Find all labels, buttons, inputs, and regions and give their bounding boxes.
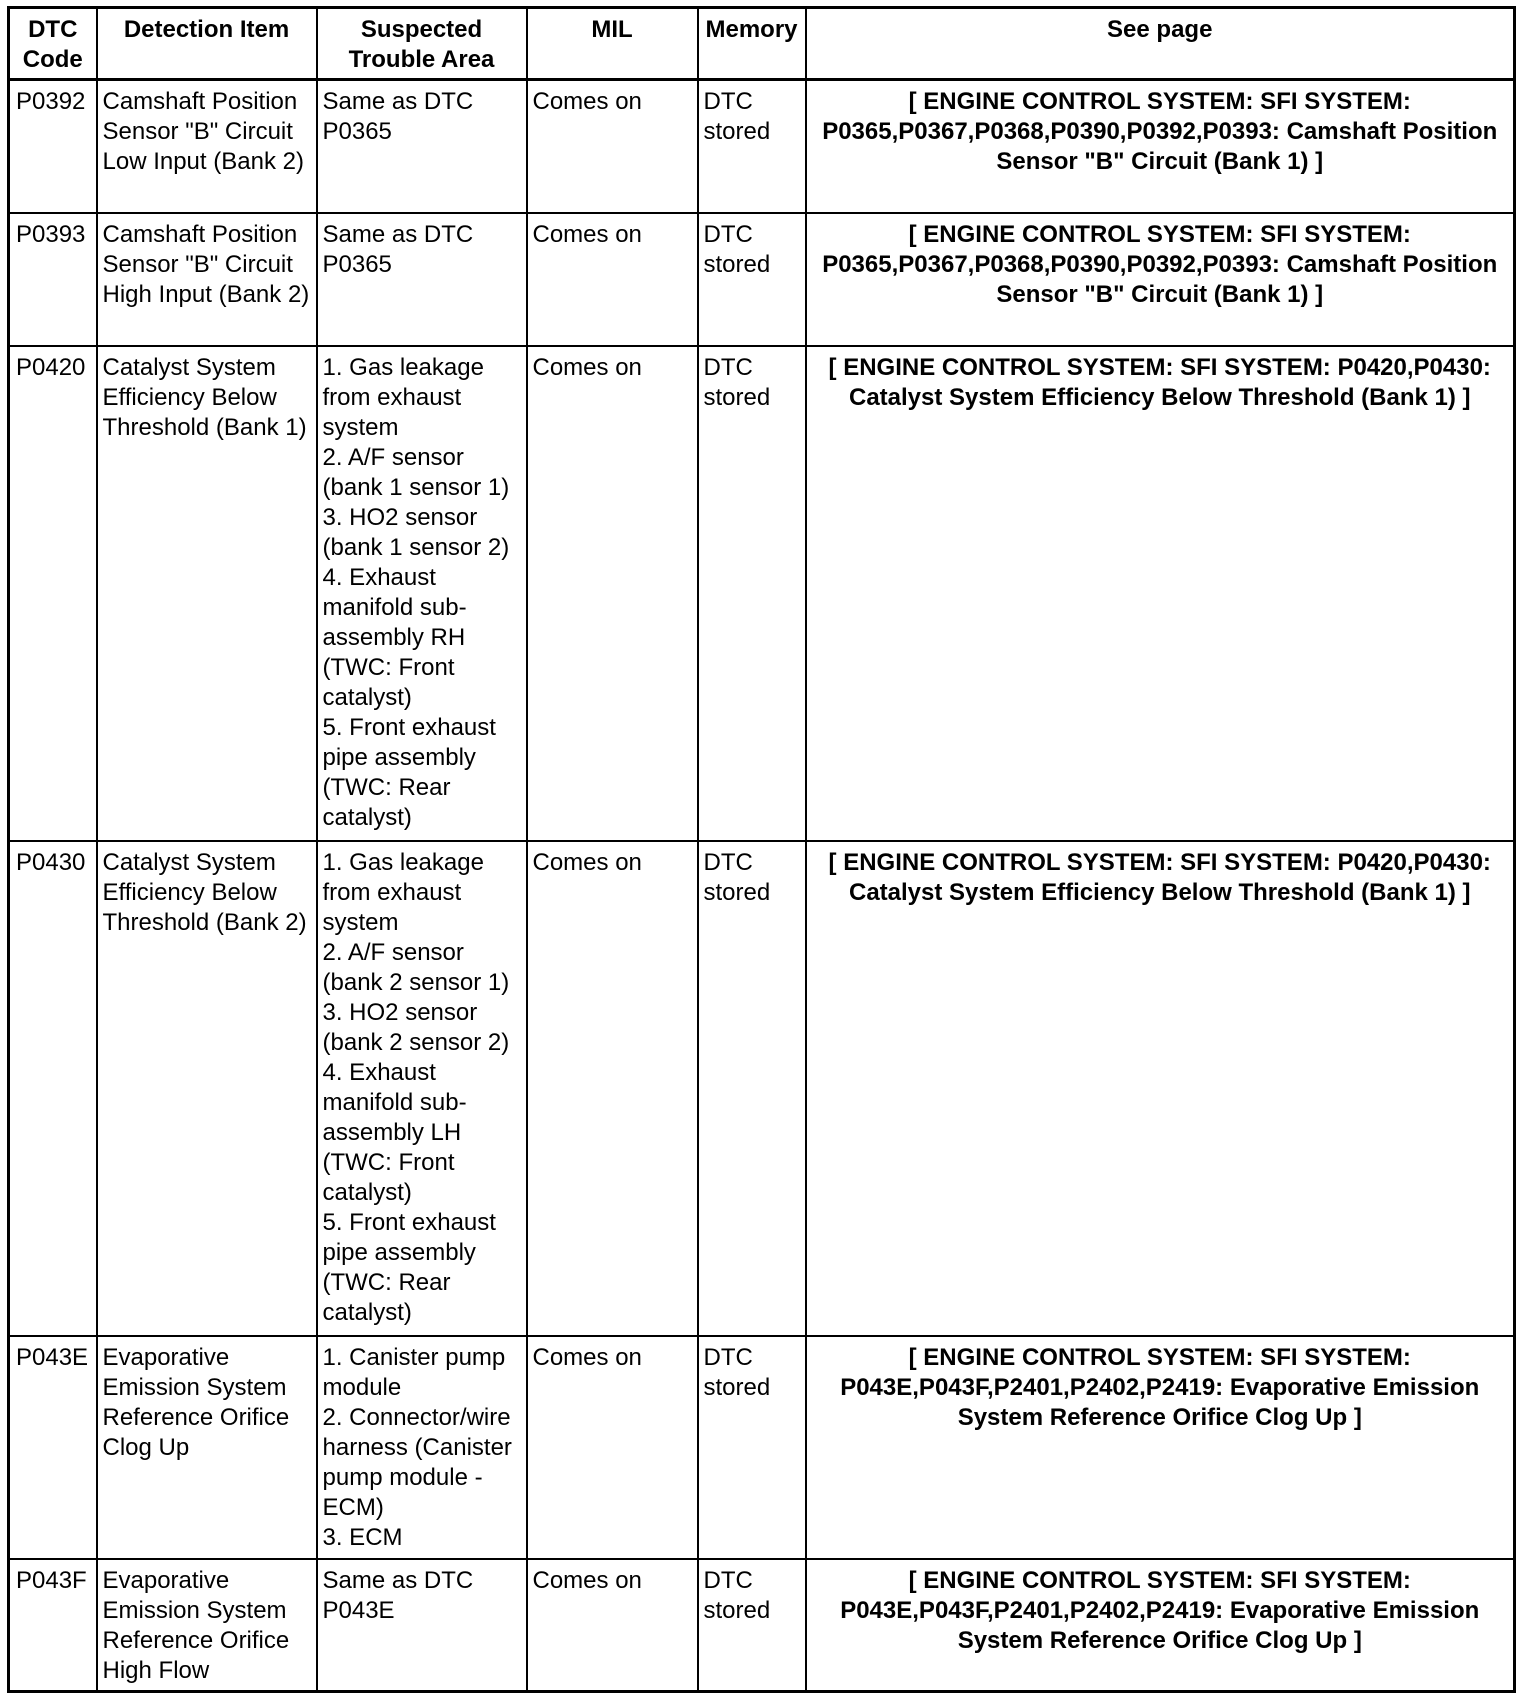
header-memory: Memory <box>698 8 806 80</box>
see-page-link[interactable]: [ ENGINE CONTROL SYSTEM: SFI SYSTEM: P043E,P043F,P2401,P2402,P2419: Evaporative Emission System Reference Orifice Clog Up ] <box>806 1559 1515 1692</box>
mil-cell: Comes on <box>527 213 698 346</box>
table-row <box>9 213 1515 346</box>
memory-cell: DTC stored <box>698 1336 806 1559</box>
memory-cell: DTC stored <box>698 841 806 1336</box>
detection-item-cell: Camshaft Position Sensor "B" Circuit Low Input (Bank 2) <box>97 80 317 213</box>
header-row <box>9 8 1515 80</box>
trouble-area-cell: 1. Gas leakage from exhaust system 2. A/F sensor (bank 2 sensor 1) 3. HO2 sensor (bank 2 sensor 2) 4. Exhaust manifold sub-assembly LH (TWC: Front catalyst) 5. Front exhaust pipe assembly (TWC: Rear catalyst) <box>317 841 527 1336</box>
see-page-link[interactable]: [ ENGINE CONTROL SYSTEM: SFI SYSTEM: P043E,P043F,P2401,P2402,P2419: Evaporative Emission System Reference Orifice Clog Up ] <box>806 1336 1515 1559</box>
memory-cell: DTC stored <box>698 1559 806 1692</box>
memory-cell: DTC stored <box>698 213 806 346</box>
mil-cell: Comes on <box>527 841 698 1336</box>
header-suspected-trouble-area: Suspected Trouble Area <box>317 8 527 80</box>
detection-item-cell: Evaporative Emission System Reference Orifice High Flow <box>97 1559 317 1692</box>
dtc-code-cell: P0420 <box>9 346 97 841</box>
detection-item-cell: Catalyst System Efficiency Below Threshold (Bank 2) <box>97 841 317 1336</box>
dtc-code-cell: P0393 <box>9 213 97 346</box>
trouble-area-cell: Same as DTC P0365 <box>317 80 527 213</box>
trouble-area-cell: Same as DTC P043E <box>317 1559 527 1692</box>
detection-item-cell: Catalyst System Efficiency Below Threshold (Bank 1) <box>97 346 317 841</box>
mil-cell: Comes on <box>527 1336 698 1559</box>
table-row <box>9 1336 1515 1559</box>
detection-item-cell: Evaporative Emission System Reference Orifice Clog Up <box>97 1336 317 1559</box>
mil-cell: Comes on <box>527 1559 698 1692</box>
detection-item-cell: Camshaft Position Sensor "B" Circuit High Input (Bank 2) <box>97 213 317 346</box>
memory-cell: DTC stored <box>698 80 806 213</box>
table-row <box>9 346 1515 841</box>
trouble-area-cell: Same as DTC P0365 <box>317 213 527 346</box>
see-page-link[interactable]: [ ENGINE CONTROL SYSTEM: SFI SYSTEM: P0420,P0430: Catalyst System Efficiency Below Threshold (Bank 1) ] <box>806 841 1515 1336</box>
dtc-table <box>7 6 1516 1693</box>
dtc-code-cell: P0430 <box>9 841 97 1336</box>
header-mil: MIL <box>527 8 698 80</box>
table-row <box>9 80 1515 213</box>
header-see-page: See page <box>806 8 1515 80</box>
trouble-area-cell: 1. Canister pump module 2. Connector/wire harness (Canister pump module - ECM) 3. ECM <box>317 1336 527 1559</box>
dtc-code-cell: P0392 <box>9 80 97 213</box>
header-detection-item: Detection Item <box>97 8 317 80</box>
mil-cell: Comes on <box>527 80 698 213</box>
dtc-code-cell: P043E <box>9 1336 97 1559</box>
trouble-area-cell: 1. Gas leakage from exhaust system 2. A/F sensor (bank 1 sensor 1) 3. HO2 sensor (bank 1 sensor 2) 4. Exhaust manifold sub-assembly RH (TWC: Front catalyst) 5. Front exhaust pipe assembly (TWC: Rear catalyst) <box>317 346 527 841</box>
mil-cell: Comes on <box>527 346 698 841</box>
see-page-link[interactable]: [ ENGINE CONTROL SYSTEM: SFI SYSTEM: P0365,P0367,P0368,P0390,P0392,P0393: Camshaft Position Sensor "B" Circuit (Bank 1) ] <box>806 213 1515 346</box>
header-dtc-code: DTC Code <box>9 8 97 80</box>
dtc-code-cell: P043F <box>9 1559 97 1692</box>
table-row <box>9 1559 1515 1692</box>
memory-cell: DTC stored <box>698 346 806 841</box>
see-page-link[interactable]: [ ENGINE CONTROL SYSTEM: SFI SYSTEM: P0420,P0430: Catalyst System Efficiency Below Threshold (Bank 1) ] <box>806 346 1515 841</box>
see-page-link[interactable]: [ ENGINE CONTROL SYSTEM: SFI SYSTEM: P0365,P0367,P0368,P0390,P0392,P0393: Camshaft Position Sensor "B" Circuit (Bank 1) ] <box>806 80 1515 213</box>
table-row <box>9 841 1515 1336</box>
